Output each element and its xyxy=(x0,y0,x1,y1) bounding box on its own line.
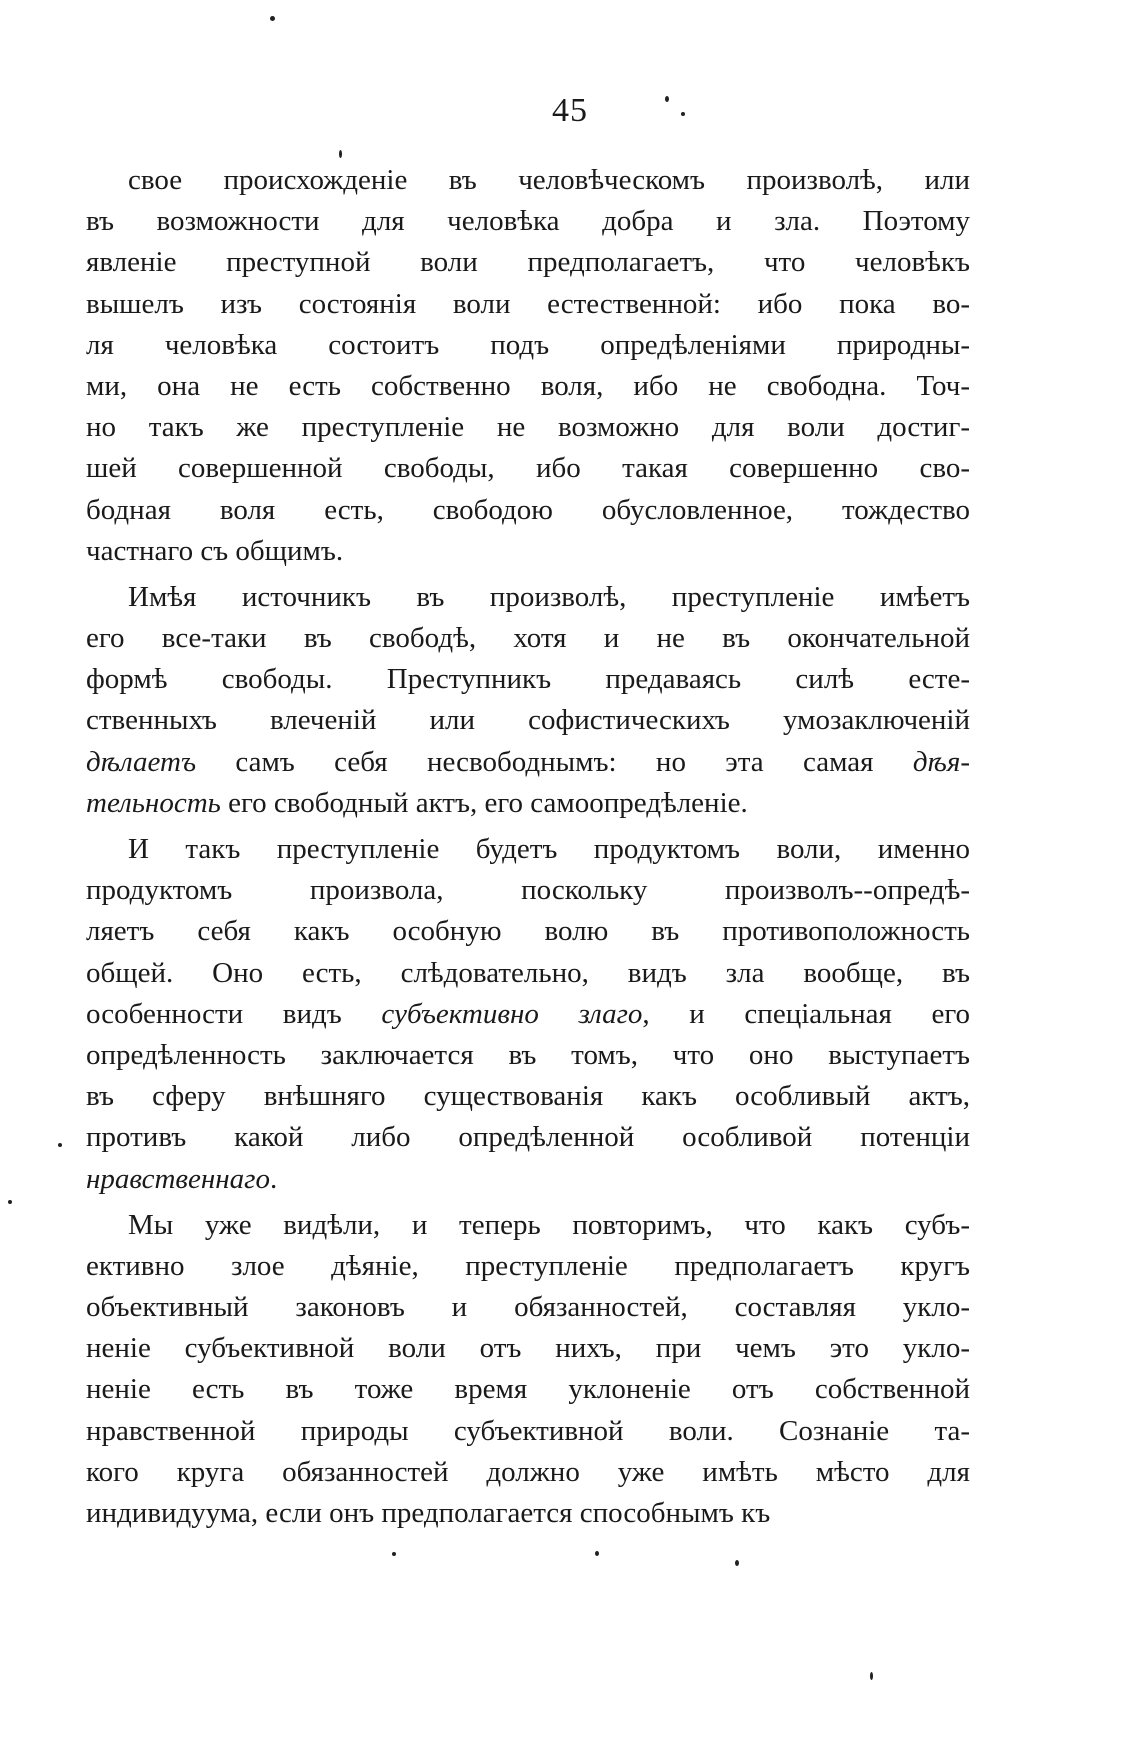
text-segment: его все-таки въ свободѣ, хотя и не въ окончательной xyxy=(86,622,970,655)
text-segment: ективно злое дѣяніе, преступленіе предполагаетъ кругъ xyxy=(86,1249,970,1282)
text-line xyxy=(86,284,970,325)
print-speck xyxy=(8,1200,12,1204)
text-line xyxy=(86,911,970,952)
emphasis-text: нравственнаго xyxy=(86,1162,270,1195)
text-segment: Имѣя источникъ въ произволѣ, преступленіе имѣетъ xyxy=(128,580,970,613)
text-line xyxy=(86,829,970,870)
text-segment: индивидуума, если онъ предполагается способнымъ къ xyxy=(86,1497,771,1529)
print-speck xyxy=(735,1560,739,1566)
text-line xyxy=(86,1369,970,1410)
text-line xyxy=(86,1493,970,1534)
text-segment: частнаго съ общимъ. xyxy=(86,534,344,567)
text-segment: въ возможности для человѣка добра и зла. Поэтому xyxy=(86,205,970,238)
text-line xyxy=(86,1328,970,1369)
print-speck xyxy=(339,150,342,158)
text-line xyxy=(86,700,970,741)
print-speck xyxy=(58,1143,62,1147)
page-number: 45 xyxy=(552,92,588,129)
text-line xyxy=(86,490,970,531)
print-speck xyxy=(665,96,669,102)
text-line xyxy=(86,407,970,448)
text-line xyxy=(86,160,970,201)
text-line xyxy=(86,870,970,911)
text-line xyxy=(86,659,970,700)
text-segment: неніе субъективной воли отъ нихъ, при чемъ это укло- xyxy=(86,1332,970,1365)
print-speck xyxy=(270,16,275,21)
text-segment: его свободный актъ, его самоопредѣленіе. xyxy=(220,786,748,819)
print-speck xyxy=(870,1672,873,1680)
text-segment: продуктомъ произвола, поскольку произволъ--опредѣ- xyxy=(86,874,970,907)
text-segment: ляетъ себя какъ особную волю въ противоположность xyxy=(86,915,970,948)
text-line xyxy=(86,1246,970,1287)
text-segment: противъ какой либо опредѣленной особливой потенціи xyxy=(86,1121,970,1154)
text-segment: самъ себя несвободнымъ: но эта самая xyxy=(196,745,913,778)
text-line xyxy=(86,1076,970,1117)
text-segment: явленіе преступной воли предполагаетъ, что человѣкъ xyxy=(86,246,970,279)
text-line xyxy=(86,1117,970,1158)
text-segment: бодная воля есть, свободою обусловленное, тождество xyxy=(86,493,970,526)
text-line xyxy=(86,448,970,489)
text-segment: въ сферу внѣшняго существованія какъ особливый актъ, xyxy=(86,1080,970,1113)
text-line xyxy=(86,953,970,994)
text-segment: объективный законовъ и обязанностей, составляя укло- xyxy=(86,1291,970,1324)
text-segment: ственныхъ влеченій или софистическихъ умозаключеній xyxy=(86,704,970,737)
text-line xyxy=(86,742,970,783)
print-speck xyxy=(392,1552,396,1556)
text-segment: особенности видъ xyxy=(86,997,382,1030)
text-line xyxy=(86,1411,970,1452)
text-line xyxy=(86,994,970,1035)
text-line xyxy=(86,577,970,618)
text-line xyxy=(86,366,970,407)
text-segment: нравственной природы субъективной воли. Сознаніе та- xyxy=(86,1414,970,1447)
text-segment: вышелъ изъ состоянія воли естественной: ибо пока во- xyxy=(86,287,970,320)
text-segment: шей совершенной свободы, ибо такая совершенно сво- xyxy=(86,452,970,485)
text-segment: ля человѣка состоитъ подъ опредѣленіями природны- xyxy=(86,328,970,361)
body-text xyxy=(86,160,970,1534)
text-segment: но такъ же преступленіе не возможно для воли достиг- xyxy=(86,411,970,444)
text-line xyxy=(86,1159,970,1200)
text-segment: формѣ свободы. Преступникъ предаваясь силѣ есте- xyxy=(86,663,970,696)
text-segment: свое происхожденіе въ человѣческомъ произволѣ, или xyxy=(128,164,970,196)
text-segment: кого круга обязанностей должно уже имѣть мѣсто для xyxy=(86,1455,970,1488)
text-segment: Мы уже видѣли, и теперь повторимъ, что какъ субъ- xyxy=(128,1208,970,1241)
text-line xyxy=(86,1035,970,1076)
emphasis-text: дѣлаетъ xyxy=(86,745,196,778)
text-segment: И такъ преступленіе будетъ продуктомъ воли, именно xyxy=(128,833,970,865)
text-segment: , и спеціальная его xyxy=(642,997,970,1030)
text-line xyxy=(86,618,970,659)
emphasis-text: субъективно злаго xyxy=(381,997,643,1030)
text-line xyxy=(86,242,970,283)
print-speck xyxy=(595,1551,599,1556)
text-segment: . xyxy=(269,1162,278,1195)
text-line xyxy=(86,531,970,572)
text-line xyxy=(86,1287,970,1328)
text-line xyxy=(86,1452,970,1493)
text-segment: общей. Оно есть, слѣдовательно, видъ зла вообще, въ xyxy=(86,956,970,989)
emphasis-text: дѣя- xyxy=(912,745,970,778)
text-segment: ми, она не есть собственно воля, ибо не свободна. Точ- xyxy=(86,369,970,402)
text-segment: опредѣленность заключается въ томъ, что оно выступаетъ xyxy=(86,1038,970,1071)
emphasis-text: тельность xyxy=(86,786,221,819)
print-speck xyxy=(681,112,685,116)
text-line xyxy=(86,201,970,242)
text-line xyxy=(86,325,970,366)
text-segment: неніе есть въ тоже время уклоненіе отъ собственной xyxy=(86,1373,970,1406)
text-line xyxy=(86,783,970,824)
text-line xyxy=(86,1205,970,1246)
